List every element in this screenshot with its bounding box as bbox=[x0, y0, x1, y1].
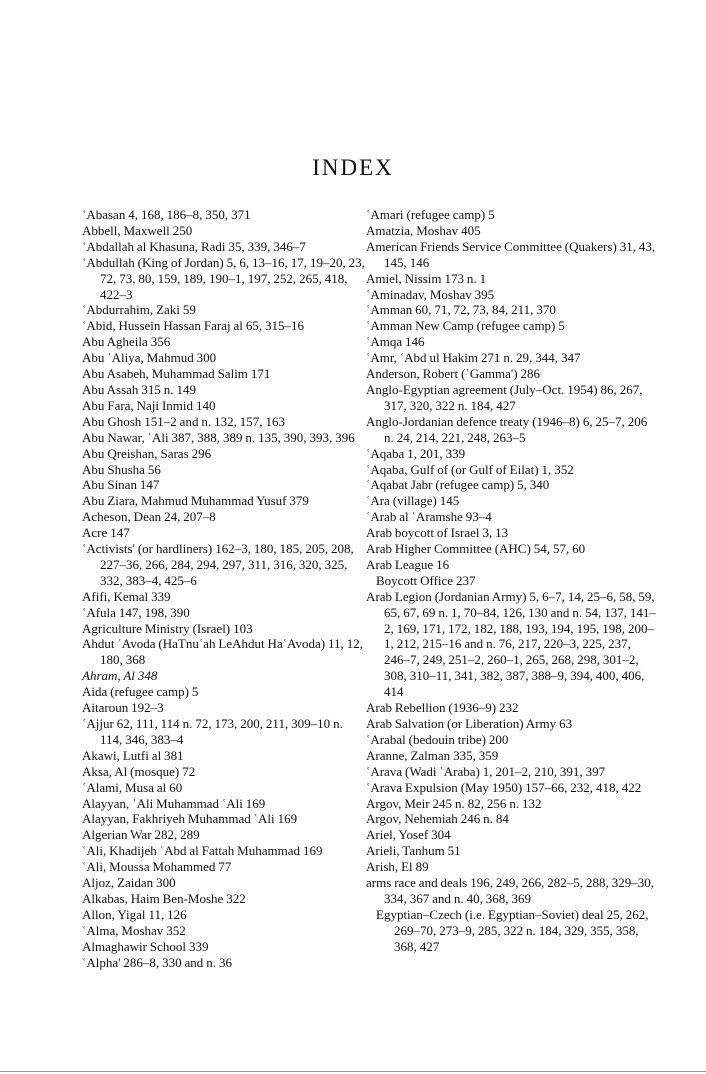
index-entry: Abu Shusha 56 bbox=[82, 461, 161, 477]
index-entry: Allon, Yigal 11, 126 bbox=[82, 906, 187, 922]
index-entry: Arab Legion (Jordanian Army) 5, 6–7, 14, 25–6, 58, 59, 65, 67, 69 n. 1, 70–84, 126, 130 and n. 54, 137, 141–2, 169, 171, 172, 182, 188, 193, 194, 195, 198, 200–1, 212, 215–16 and n. 76, 217, 220–3, 225, 237, 246–7, 249, 251–2, 260–1, 265, 268, 298, 301–2, 308, 310–11, 341, 382, 387, 388–9, 394, 400, 406, 414 bbox=[366, 588, 656, 700]
index-entry: ʿAmari (refugee camp) 5 bbox=[366, 207, 495, 222]
index-entry: Algerian War 282, 289 bbox=[82, 827, 200, 843]
index-column-right bbox=[366, 207, 656, 955]
index-entry: ʿArava (Wadi ʿAraba) 1, 201–2, 210, 391, 397 bbox=[366, 763, 606, 779]
index-entry: ʿAminadav, Moshav 395 bbox=[366, 286, 495, 302]
index-entry: Alayyan, Fakhriyeh Muhammad ʿAli 169 bbox=[82, 811, 298, 827]
index-entry: Acheson, Dean 24, 207–8 bbox=[82, 509, 216, 525]
index-entry: Abu Qreishan, Saras 296 bbox=[82, 445, 212, 461]
index-subentry: Boycott Office 237 bbox=[376, 572, 476, 588]
index-entry: ʿAjjur 62, 111, 114 n. 72, 173, 200, 211, 309–10 n. 114, 346, 383–4 bbox=[82, 716, 343, 747]
index-entry: ʿActivists' (or hardliners) 162–3, 180, 185, 205, 208, 227–36, 266, 284, 294, 297, 311, 316, 320, 325, 332, 383–4, 425–6 bbox=[82, 541, 354, 588]
index-entry: Aljoz, Zaidan 300 bbox=[82, 875, 176, 891]
index-entry: Ahram, Al 348 bbox=[82, 668, 158, 684]
index-entry: Alayyan, ʿAli Muhammad ʿAli 169 bbox=[82, 795, 266, 811]
index-column-left bbox=[82, 207, 366, 971]
index-entry: Argov, Nehemiah 246 n. 84 bbox=[366, 811, 509, 827]
index-entry: ʿAbdullah (King of Jordan) 5, 6, 13–16, 17, 19–20, 23, 72, 73, 80, 159, 189, 190–1, 197, 252, 265, 418, 422–3 bbox=[82, 254, 365, 302]
index-entry: Arab boycott of Israel 3, 13 bbox=[366, 525, 509, 541]
index-entry: ʿArabal (bedouin tribe) 200 bbox=[366, 731, 509, 747]
index-entry: Arab League 16 bbox=[366, 556, 450, 572]
index-entry: Argov, Meir 245 n. 82, 256 n. 132 bbox=[366, 795, 542, 811]
index-entry: ʿAqaba 1, 201, 339 bbox=[366, 445, 466, 461]
index-entry: Abu Asabeh, Muhammad Salim 171 bbox=[82, 366, 271, 382]
index-entry: Abu Agheila 356 bbox=[82, 334, 171, 350]
page-title: INDEX bbox=[312, 155, 394, 181]
index-entry: Anglo-Jordanian defence treaty (1946–8) 6, 25–7, 206 n. 24, 214, 221, 248, 263–5 bbox=[366, 413, 648, 445]
index-entry: Aranne, Zalman 335, 359 bbox=[366, 747, 499, 763]
index-entry: Abu Sinan 147 bbox=[82, 477, 160, 493]
index-entry: ʿAlma, Moshav 352 bbox=[82, 922, 186, 938]
index-entry: Abu Assah 315 n. 149 bbox=[82, 381, 196, 397]
index-entry: Arab Rebellion (1936–9) 232 bbox=[366, 700, 519, 716]
index-entry: ʿAmr, ʿAbd ul Hakim 271 n. 29, 344, 347 bbox=[366, 350, 581, 366]
index-entry: ʿAmman New Camp (refugee camp) 5 bbox=[366, 318, 565, 334]
index-entry: ʿAmman 60, 71, 72, 73, 84, 211, 370 bbox=[366, 302, 556, 318]
index-entry: Aksa, Al (mosque) 72 bbox=[82, 763, 196, 779]
page-bottom-rule bbox=[0, 1071, 706, 1072]
index-entry: Afifi, Kemal 339 bbox=[82, 588, 171, 604]
index-entry: ʿAra (village) 145 bbox=[366, 493, 460, 509]
index-entry: Aida (refugee camp) 5 bbox=[82, 684, 199, 700]
index-entry: ʿAbid, Hussein Hassan Faraj al 65, 315–16 bbox=[82, 318, 305, 334]
index-entry: ʿAli, Khadijeh ʿAbd al Fattah Muhammad 169 bbox=[82, 843, 323, 859]
index-entry: Abu Fara, Naji Inmid 140 bbox=[82, 397, 216, 413]
index-entry: Ariel, Yosef 304 bbox=[366, 827, 451, 843]
index-entry: Abu Ziara, Mahmud Muhammad Yusuf 379 bbox=[82, 493, 309, 509]
index-entry: Ahdut ʿAvoda (HaTnuʿah LeAhdut HaʿAvoda) 11, 12, 180, 368 bbox=[82, 636, 363, 668]
index-subentry: Egyptian–Czech (i.e. Egyptian–Soviet) deal 25, 262, 269–70, 273–9, 285, 322 n. 184, 329, 355, 358, 368, 427 bbox=[376, 906, 649, 954]
index-entry: Anderson, Robert (ʿGamma') 286 bbox=[366, 366, 541, 382]
index-entry: ʿAli, Moussa Mohammed 77 bbox=[82, 859, 232, 875]
index-entry: ʿAbasan 4, 168, 186–8, 350, 371 bbox=[82, 207, 251, 222]
index-entry: ʿAqabat Jabr (refugee camp) 5, 340 bbox=[366, 477, 550, 493]
index-entry: Amiel, Nissim 173 n. 1 bbox=[366, 270, 487, 286]
index-entry: ʿAlami, Musa al 60 bbox=[82, 779, 183, 795]
index-entry: Almaghawir School 339 bbox=[82, 938, 209, 954]
index-entry: ʿAbdallah al Khasuna, Radi 35, 339, 346–7 bbox=[82, 238, 306, 254]
index-entry: ʿAbdurrahim, Zaki 59 bbox=[82, 302, 196, 318]
index-entry: ʿAfula 147, 198, 390 bbox=[82, 604, 190, 620]
index-entry: Abu Ghosh 151–2 and n. 132, 157, 163 bbox=[82, 413, 286, 429]
index-entry: Agriculture Ministry (Israel) 103 bbox=[82, 620, 253, 636]
index-entry: Anglo-Egyptian agreement (July–Oct. 1954) 86, 267, 317, 320, 322 n. 184, 427 bbox=[366, 381, 643, 413]
index-entry: American Friends Service Committee (Quakers) 31, 43, 145, 146 bbox=[366, 238, 656, 270]
index-entry: ʿArava Expulsion (May 1950) 157–66, 232, 418, 422 bbox=[366, 779, 642, 795]
index-entry: Arish, El 89 bbox=[366, 859, 429, 875]
index-entry: ʿAmqa 146 bbox=[366, 334, 425, 350]
index-entry: Arab Higher Committee (AHC) 54, 57, 60 bbox=[366, 541, 586, 557]
index-entry: Alkabas, Haim Ben-Moshe 322 bbox=[82, 890, 246, 906]
index-entry: Aitaroun 192–3 bbox=[82, 700, 164, 716]
index-entry: arms race and deals 196, 249, 266, 282–5, 288, 329–30, 334, 367 and n. 40, 368, 369 bbox=[366, 875, 654, 906]
index-entry: Arieli, Tanhum 51 bbox=[366, 843, 461, 859]
index-entry: ʿArab al ʿAramshe 93–4 bbox=[366, 509, 492, 525]
index-entry: ʿAlpha' 286–8, 330 and n. 36 bbox=[82, 954, 232, 970]
index-entry: Akawi, Lutfi al 381 bbox=[82, 747, 184, 763]
index-entry: Abu Nawar, ʿAli 387, 388, 389 n. 135, 390, 393, 396 bbox=[82, 429, 355, 445]
index-entry: ʿAqaba, Gulf of (or Gulf of Eilat) 1, 352 bbox=[366, 461, 574, 477]
index-entry: Arab Salvation (or Liberation) Army 63 bbox=[366, 716, 573, 731]
index-entry: Abbell, Maxwell 250 bbox=[82, 222, 193, 238]
index-entry: Acre 147 bbox=[82, 525, 130, 541]
index-entry: Amatzia, Moshav 405 bbox=[366, 222, 481, 238]
index-entry: Abu ʿAliya, Mahmud 300 bbox=[82, 350, 217, 366]
